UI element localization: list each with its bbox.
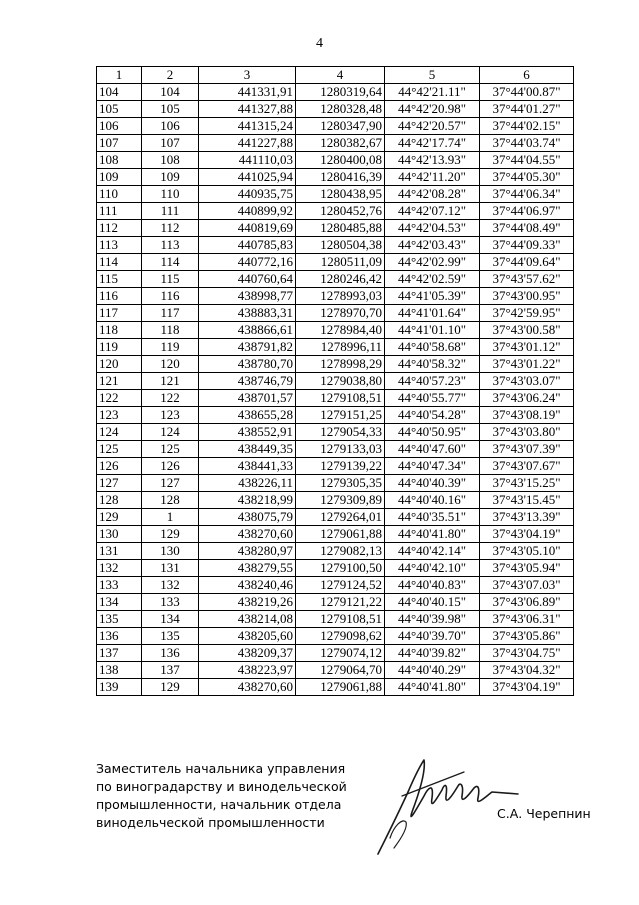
table-cell: 44°41'01.64" [385, 305, 480, 322]
table-cell: 1279061,88 [296, 679, 385, 696]
table-cell: 438226,11 [199, 475, 296, 492]
table-cell: 37°43'05.86" [480, 628, 574, 645]
table-cell: 1278998,29 [296, 356, 385, 373]
table-cell: 109 [97, 169, 142, 186]
table-cell: 37°44'04.55" [480, 152, 574, 169]
table-cell: 117 [142, 305, 199, 322]
table-cell: 37°43'00.95" [480, 288, 574, 305]
table-cell: 44°41'05.39" [385, 288, 480, 305]
table-cell: 37°44'06.97" [480, 203, 574, 220]
table-cell: 125 [97, 441, 142, 458]
table-cell: 1279054,33 [296, 424, 385, 441]
signer-position-line: винодельческой промышленности [96, 815, 325, 830]
table-cell: 1279305,35 [296, 475, 385, 492]
table-cell: 1278984,40 [296, 322, 385, 339]
table-cell: 44°42'13.93" [385, 152, 480, 169]
table-cell: 118 [142, 322, 199, 339]
table-cell: 1279082,13 [296, 543, 385, 560]
table-cell: 44°40'42.14" [385, 543, 480, 560]
table-cell: 136 [97, 628, 142, 645]
table-cell: 37°43'57.62" [480, 271, 574, 288]
table-cell: 120 [97, 356, 142, 373]
table-cell: 438883,31 [199, 305, 296, 322]
table-cell: 44°42'21.11" [385, 84, 480, 101]
table-cell: 1279074,12 [296, 645, 385, 662]
table-row [97, 645, 574, 662]
column-header: 6 [480, 67, 574, 84]
table-header-row [97, 67, 574, 84]
table-cell: 37°44'01.27" [480, 101, 574, 118]
table-cell: 438214,08 [199, 611, 296, 628]
table-cell: 44°40'40.39" [385, 475, 480, 492]
table-cell: 44°40'41.80" [385, 679, 480, 696]
table-row [97, 254, 574, 271]
table-cell: 438219,26 [199, 594, 296, 611]
table-cell: 132 [142, 577, 199, 594]
table-row [97, 186, 574, 203]
table-row [97, 101, 574, 118]
table-cell: 125 [142, 441, 199, 458]
table-cell: 129 [142, 679, 199, 696]
signer-name: С.А. Черепнин [497, 806, 591, 821]
table-row [97, 390, 574, 407]
table-cell: 128 [97, 492, 142, 509]
table-row [97, 577, 574, 594]
table-cell: 37°43'03.07" [480, 373, 574, 390]
table-cell: 37°43'04.19" [480, 526, 574, 543]
signer-position [96, 760, 347, 832]
table-cell: 44°40'40.29" [385, 662, 480, 679]
table-row [97, 560, 574, 577]
table-cell: 1280400,08 [296, 152, 385, 169]
table-cell: 44°42'07.12" [385, 203, 480, 220]
table-cell: 44°40'57.23" [385, 373, 480, 390]
table-cell: 1280438,95 [296, 186, 385, 203]
table-cell: 104 [97, 84, 142, 101]
table-cell: 115 [142, 271, 199, 288]
table-cell: 1279124,52 [296, 577, 385, 594]
table-cell: 438701,57 [199, 390, 296, 407]
table-cell: 107 [97, 135, 142, 152]
table-cell: 438270,60 [199, 526, 296, 543]
table-cell: 1280382,67 [296, 135, 385, 152]
table-cell: 438449,35 [199, 441, 296, 458]
table-cell: 37°44'08.49" [480, 220, 574, 237]
table-cell: 133 [142, 594, 199, 611]
table-cell: 441025,94 [199, 169, 296, 186]
table-cell: 44°40'39.82" [385, 645, 480, 662]
table-cell: 112 [142, 220, 199, 237]
signer-position-line: по виноградарству и винодельческой [96, 779, 347, 794]
table-cell: 105 [97, 101, 142, 118]
table-cell: 440899,92 [199, 203, 296, 220]
table-cell: 44°40'58.68" [385, 339, 480, 356]
table-cell: 124 [97, 424, 142, 441]
table-cell: 44°42'02.99" [385, 254, 480, 271]
table-cell: 44°40'35.51" [385, 509, 480, 526]
table-cell: 1280504,38 [296, 237, 385, 254]
table-cell: 1279121,22 [296, 594, 385, 611]
table-cell: 138 [97, 662, 142, 679]
table-cell: 113 [97, 237, 142, 254]
table-cell: 111 [97, 203, 142, 220]
table-cell: 438270,60 [199, 679, 296, 696]
signer-position-line: Заместитель начальника управления [96, 761, 346, 776]
table-cell: 1280416,39 [296, 169, 385, 186]
table-cell: 114 [97, 254, 142, 271]
table-cell: 136 [142, 645, 199, 662]
table-row [97, 662, 574, 679]
table-cell: 139 [97, 679, 142, 696]
table-cell: 1 [142, 509, 199, 526]
table-cell: 44°40'40.83" [385, 577, 480, 594]
table-cell: 438552,91 [199, 424, 296, 441]
table-row [97, 475, 574, 492]
table-row [97, 305, 574, 322]
table-cell: 37°44'09.33" [480, 237, 574, 254]
table-cell: 438746,79 [199, 373, 296, 390]
table-cell: 1279108,51 [296, 390, 385, 407]
table-cell: 441227,88 [199, 135, 296, 152]
table-cell: 1279064,70 [296, 662, 385, 679]
table-cell: 37°43'13.39" [480, 509, 574, 526]
table-cell: 1279139,22 [296, 458, 385, 475]
table-cell: 1278970,70 [296, 305, 385, 322]
table-row [97, 594, 574, 611]
table-cell: 44°42'17.74" [385, 135, 480, 152]
table-cell: 1279264,01 [296, 509, 385, 526]
table-row [97, 271, 574, 288]
table-cell: 44°42'03.43" [385, 237, 480, 254]
table-cell: 1279098,62 [296, 628, 385, 645]
table-cell: 438655,28 [199, 407, 296, 424]
table-body [97, 84, 574, 696]
table-cell: 115 [97, 271, 142, 288]
table-cell: 121 [142, 373, 199, 390]
table-cell: 37°43'06.89" [480, 594, 574, 611]
column-header: 1 [97, 67, 142, 84]
table-cell: 44°40'47.34" [385, 458, 480, 475]
table-cell: 438998,77 [199, 288, 296, 305]
table-row [97, 492, 574, 509]
table-row [97, 322, 574, 339]
table-cell: 109 [142, 169, 199, 186]
table-cell: 133 [97, 577, 142, 594]
table-cell: 129 [142, 526, 199, 543]
table-cell: 44°40'39.70" [385, 628, 480, 645]
table-cell: 122 [97, 390, 142, 407]
table-cell: 105 [142, 101, 199, 118]
table-row [97, 628, 574, 645]
table-cell: 116 [142, 288, 199, 305]
table-cell: 110 [97, 186, 142, 203]
table-row [97, 526, 574, 543]
table-cell: 126 [97, 458, 142, 475]
table-cell: 441331,91 [199, 84, 296, 101]
table-cell: 37°43'15.45" [480, 492, 574, 509]
table-cell: 134 [97, 594, 142, 611]
table-cell: 438279,55 [199, 560, 296, 577]
signer-position-line: промышленности, начальник отдела [96, 797, 342, 812]
table-cell: 106 [142, 118, 199, 135]
table-cell: 131 [142, 560, 199, 577]
table-cell: 118 [97, 322, 142, 339]
table-row [97, 118, 574, 135]
table-cell: 44°40'58.32" [385, 356, 480, 373]
table-cell: 37°43'05.94" [480, 560, 574, 577]
table-cell: 37°43'04.19" [480, 679, 574, 696]
table-cell: 37°44'09.64" [480, 254, 574, 271]
table-cell: 44°40'54.28" [385, 407, 480, 424]
table-cell: 440760,64 [199, 271, 296, 288]
table-cell: 137 [142, 662, 199, 679]
table-cell: 128 [142, 492, 199, 509]
table-cell: 1280511,09 [296, 254, 385, 271]
table-cell: 44°40'42.10" [385, 560, 480, 577]
table-cell: 438209,37 [199, 645, 296, 662]
table-cell: 44°42'02.59" [385, 271, 480, 288]
table-cell: 1280328,48 [296, 101, 385, 118]
table-cell: 37°44'05.30" [480, 169, 574, 186]
table-cell: 44°42'20.57" [385, 118, 480, 135]
table-cell: 1279309,89 [296, 492, 385, 509]
table-cell: 44°42'08.28" [385, 186, 480, 203]
table-cell: 37°44'06.34" [480, 186, 574, 203]
table-cell: 37°43'07.39" [480, 441, 574, 458]
table-cell: 130 [142, 543, 199, 560]
column-header: 3 [199, 67, 296, 84]
table-row [97, 679, 574, 696]
table-cell: 129 [97, 509, 142, 526]
table-cell: 1279151,25 [296, 407, 385, 424]
table-cell: 104 [142, 84, 199, 101]
table-cell: 113 [142, 237, 199, 254]
table-cell: 111 [142, 203, 199, 220]
table-cell: 44°40'47.60" [385, 441, 480, 458]
column-header: 2 [142, 67, 199, 84]
table-cell: 131 [97, 543, 142, 560]
table-row [97, 509, 574, 526]
table-cell: 1278993,03 [296, 288, 385, 305]
table-cell: 119 [142, 339, 199, 356]
table-cell: 44°40'41.80" [385, 526, 480, 543]
table-cell: 438280,97 [199, 543, 296, 560]
table-row [97, 373, 574, 390]
table-cell: 438441,33 [199, 458, 296, 475]
table-row [97, 169, 574, 186]
table-cell: 126 [142, 458, 199, 475]
table-cell: 37°43'05.10" [480, 543, 574, 560]
table-cell: 37°43'01.22" [480, 356, 574, 373]
table-cell: 120 [142, 356, 199, 373]
table-cell: 1280319,64 [296, 84, 385, 101]
table-cell: 441110,03 [199, 152, 296, 169]
table-row [97, 611, 574, 628]
table-cell: 1280485,88 [296, 220, 385, 237]
table-cell: 123 [142, 407, 199, 424]
table-cell: 37°43'07.67" [480, 458, 574, 475]
table-cell: 127 [97, 475, 142, 492]
table-cell: 1280347,90 [296, 118, 385, 135]
table-cell: 441315,24 [199, 118, 296, 135]
table-cell: 37°43'00.58" [480, 322, 574, 339]
table-row [97, 135, 574, 152]
table-cell: 438780,70 [199, 356, 296, 373]
table-cell: 44°41'01.10" [385, 322, 480, 339]
table-row [97, 203, 574, 220]
table-cell: 121 [97, 373, 142, 390]
table-cell: 440785,83 [199, 237, 296, 254]
table-cell: 108 [97, 152, 142, 169]
table-cell: 438205,60 [199, 628, 296, 645]
table-cell: 124 [142, 424, 199, 441]
table-cell: 107 [142, 135, 199, 152]
page-number: 4 [316, 36, 323, 51]
table-cell: 134 [142, 611, 199, 628]
table-cell: 37°43'03.80" [480, 424, 574, 441]
table-cell: 440772,16 [199, 254, 296, 271]
table-cell: 37°43'07.03" [480, 577, 574, 594]
table-cell: 44°42'11.20" [385, 169, 480, 186]
table-cell: 1279108,51 [296, 611, 385, 628]
column-header: 4 [296, 67, 385, 84]
table-cell: 135 [97, 611, 142, 628]
table-cell: 1279133,03 [296, 441, 385, 458]
table-cell: 438240,46 [199, 577, 296, 594]
table-row [97, 288, 574, 305]
table-cell: 44°40'55.77" [385, 390, 480, 407]
table-cell: 1279038,80 [296, 373, 385, 390]
table-cell: 1279061,88 [296, 526, 385, 543]
table-cell: 37°43'04.32" [480, 662, 574, 679]
table-cell: 44°40'40.15" [385, 594, 480, 611]
table-row [97, 339, 574, 356]
table-cell: 1280452,76 [296, 203, 385, 220]
table-cell: 37°44'00.87" [480, 84, 574, 101]
table-cell: 135 [142, 628, 199, 645]
table-cell: 440819,69 [199, 220, 296, 237]
table-cell: 37°43'04.75" [480, 645, 574, 662]
table-cell: 1280246,42 [296, 271, 385, 288]
table-cell: 106 [97, 118, 142, 135]
table-cell: 1279100,50 [296, 560, 385, 577]
table-cell: 116 [97, 288, 142, 305]
column-header: 5 [385, 67, 480, 84]
table-row [97, 220, 574, 237]
table-cell: 37°43'08.19" [480, 407, 574, 424]
table-row [97, 84, 574, 101]
table-row [97, 356, 574, 373]
table-cell: 117 [97, 305, 142, 322]
table-cell: 122 [142, 390, 199, 407]
table-cell: 1278996,11 [296, 339, 385, 356]
table-cell: 37°43'01.12" [480, 339, 574, 356]
table-row [97, 424, 574, 441]
table-row [97, 441, 574, 458]
table-cell: 37°44'02.15" [480, 118, 574, 135]
table-row [97, 458, 574, 475]
coordinates-table [96, 66, 574, 696]
table-cell: 440935,75 [199, 186, 296, 203]
table-cell: 37°44'03.74" [480, 135, 574, 152]
table-cell: 438218,99 [199, 492, 296, 509]
table-row [97, 543, 574, 560]
table-cell: 119 [97, 339, 142, 356]
table-cell: 37°43'06.24" [480, 390, 574, 407]
table-cell: 112 [97, 220, 142, 237]
table-cell: 108 [142, 152, 199, 169]
table-cell: 123 [97, 407, 142, 424]
table-cell: 438075,79 [199, 509, 296, 526]
table-cell: 438223,97 [199, 662, 296, 679]
table-cell: 37°43'15.25" [480, 475, 574, 492]
table-cell: 438866,61 [199, 322, 296, 339]
table-cell: 44°42'04.53" [385, 220, 480, 237]
table-cell: 441327,88 [199, 101, 296, 118]
table-cell: 44°40'40.16" [385, 492, 480, 509]
table-cell: 44°40'50.95" [385, 424, 480, 441]
table-cell: 110 [142, 186, 199, 203]
table-cell: 438791,82 [199, 339, 296, 356]
table-cell: 37°42'59.95" [480, 305, 574, 322]
table-cell: 127 [142, 475, 199, 492]
table-cell: 132 [97, 560, 142, 577]
table-cell: 114 [142, 254, 199, 271]
table-row [97, 237, 574, 254]
table-cell: 130 [97, 526, 142, 543]
table-cell: 37°43'06.31" [480, 611, 574, 628]
table-cell: 137 [97, 645, 142, 662]
table-row [97, 407, 574, 424]
table-cell: 44°40'39.98" [385, 611, 480, 628]
table-row [97, 152, 574, 169]
table-cell: 44°42'20.98" [385, 101, 480, 118]
